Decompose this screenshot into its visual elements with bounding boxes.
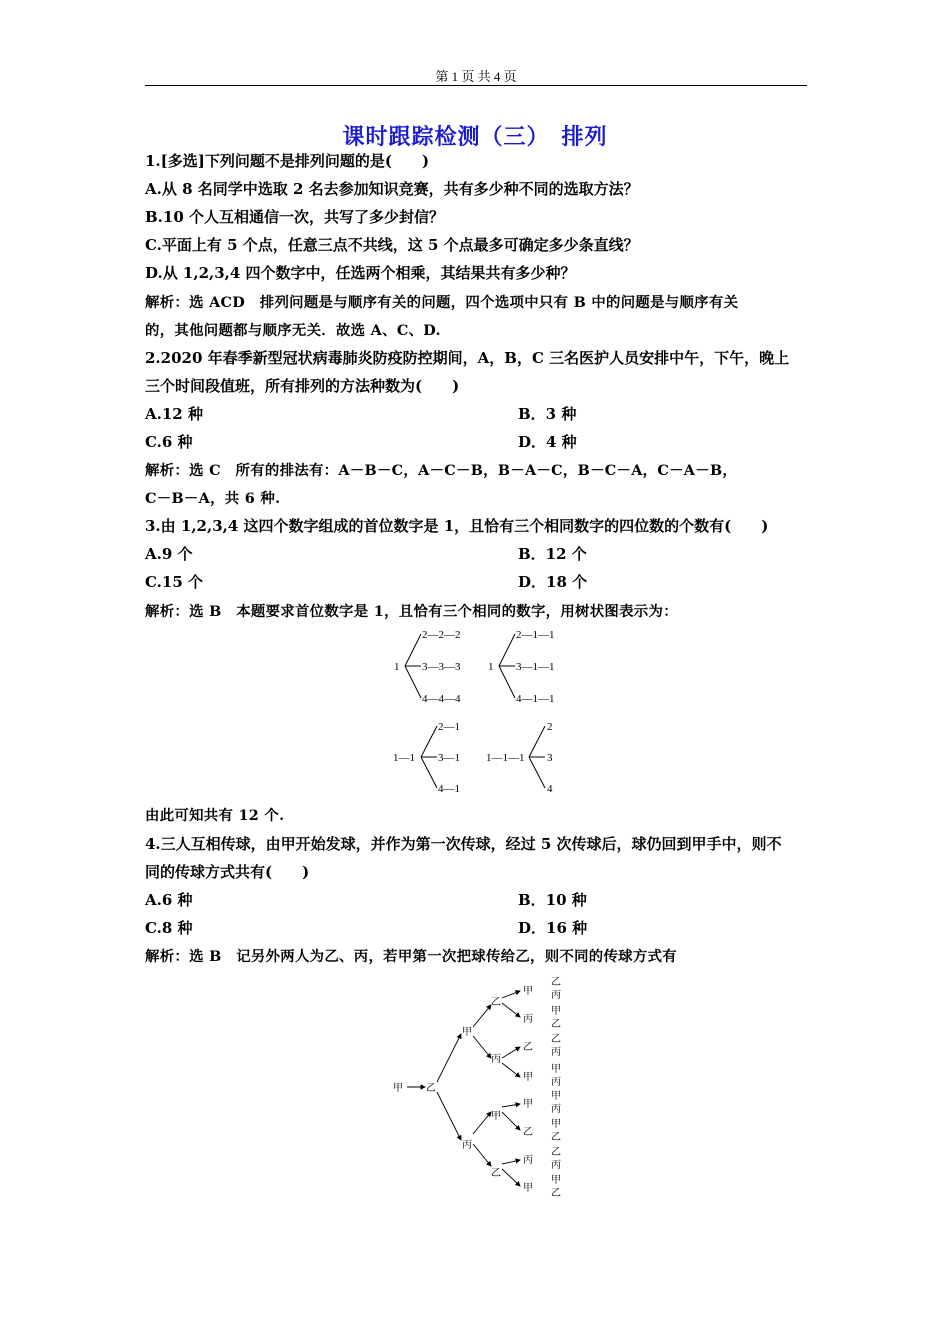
q3-tree4-branch: 3 [547, 752, 553, 764]
q4-tree-level0: 甲 [393, 1083, 403, 1094]
q4-tree-level5: 乙 [551, 1188, 561, 1199]
q4-stem-line2: 同的传球方式共有( ) [145, 863, 310, 881]
q4-tree-level5: 丙 [551, 990, 561, 1001]
page-title: 课时跟踪检测（三） 排列 [342, 125, 608, 150]
q3-tree1-branch: 3—3—3 [422, 661, 461, 673]
q4-tree-level5: 乙 [551, 1147, 561, 1158]
q2-stem-line1: 2.2020 年春季新型冠状病毒肺炎防疫防控期间，A，B，C 三名医护人员安排中午，下午，晚上 [145, 349, 790, 367]
q2-option-b: B．3 种 [518, 405, 577, 423]
q4-tree-level3: 甲 [491, 1111, 501, 1122]
q3-tree4-branch: 4 [547, 783, 553, 795]
q4-tree-level5: 甲 [551, 1091, 561, 1102]
q4-option-b: B．10 种 [518, 891, 587, 909]
q4-option-c: C.8 种 [145, 919, 193, 937]
q3-tree4-root: 1—1—1 [486, 752, 525, 764]
q3-tree2-branch: 2—1—1 [516, 629, 555, 641]
q4-tree-level3: 乙 [491, 1168, 501, 1179]
q1-option-d: D.从 1,2,3,4 四个数字中，任选两个相乘，其结果共有多少种？ [145, 264, 576, 282]
q3-tree4-branch: 2 [547, 721, 553, 733]
header-divider [145, 85, 807, 86]
q4-tree-level5: 甲 [551, 1064, 561, 1075]
q1-option-b: B.10 个人互相通信一次，共写了多少封信？ [145, 208, 444, 226]
q4-tree-level5: 丙 [551, 1160, 561, 1171]
q4-tree-level5: 甲 [551, 1119, 561, 1130]
q4-tree-level5: 甲 [551, 1006, 561, 1017]
q1-option-c: C.平面上有 5 个点，任意三点不共线，这 5 个点最多可确定多少条直线？ [145, 236, 639, 254]
q4-tree-level5: 丙 [551, 1047, 561, 1058]
q4-tree-level4: 丙 [523, 1155, 533, 1166]
q3-tree-diagram [385, 620, 575, 800]
q3-tree1-branch: 2—2—2 [422, 629, 461, 641]
q3-tree2-branch: 4—1—1 [516, 693, 555, 705]
q3-option-b: B．12 个 [518, 545, 587, 563]
q4-tree-level4: 乙 [523, 1042, 533, 1053]
q4-tree-level1: 乙 [426, 1083, 436, 1094]
q2-option-d: D．4 种 [518, 433, 577, 451]
q4-tree-level5: 乙 [551, 1132, 561, 1143]
q1-stem: 1.[多选]下列问题不是排列问题的是( ) [145, 152, 430, 170]
q4-tree-level5: 甲 [551, 1175, 561, 1186]
q4-tree-diagram [385, 972, 575, 1204]
q4-tree-level2: 丙 [462, 1140, 472, 1151]
q2-analysis-line1: 解析：选 C 所有的排法有：A－B－C，A－C－B，B－A－C，B－C－A，C－A－B， [145, 462, 738, 479]
q3-tree3-branch: 4—1 [438, 783, 460, 795]
q3-tree3-root: 1—1 [393, 752, 415, 764]
q3-tree1-root: 1 [394, 661, 400, 673]
q3-stem: 3.由 1,2,3,4 这四个数字组成的首位数字是 1，且恰有三个相同数字的四位数的个数有( ) [145, 517, 769, 535]
q4-tree-level5: 乙 [551, 977, 561, 988]
q1-analysis-line2: 的，其他问题都与顺序无关．故选 A、C、D. [145, 322, 441, 339]
q3-option-d: D．18 个 [518, 573, 588, 591]
q4-tree-level5: 乙 [551, 1034, 561, 1045]
q3-conclusion: 由此可知共有 12 个. [145, 807, 285, 824]
q3-tree3-branch: 3—1 [438, 752, 460, 764]
q4-tree-level4: 丙 [523, 1014, 533, 1025]
page-header: 第 1 页 共 4 页 [435, 69, 517, 84]
q2-option-c: C.6 种 [145, 433, 193, 451]
q4-tree-level3: 丙 [491, 1054, 501, 1065]
q4-option-d: D．16 种 [518, 919, 588, 937]
q2-analysis-line2: C－B－A，共 6 种. [145, 490, 281, 507]
q4-option-a: A.6 种 [145, 891, 193, 909]
q4-stem-line1: 4.三人互相传球，由甲开始发球，并作为第一次传球，经过 5 次传球后，球仍回到甲手中，则不 [145, 835, 782, 853]
q4-tree-level4: 甲 [523, 1072, 533, 1083]
q4-tree-level3: 乙 [491, 997, 501, 1008]
q4-tree-level5: 乙 [551, 1019, 561, 1030]
q2-stem-line2: 三个时间段值班，所有排列的方法种数为( ) [145, 377, 460, 395]
q3-option-a: A.9 个 [145, 545, 193, 563]
q4-tree-level2: 甲 [462, 1027, 472, 1038]
q3-tree3-branch: 2—1 [438, 721, 460, 733]
q3-tree2-branch: 3—1—1 [516, 661, 555, 673]
q2-option-a: A.12 种 [145, 405, 203, 423]
q3-analysis: 解析：选 B 本题要求首位数字是 1，且恰有三个相同的数字，用树状图表示为： [145, 603, 678, 620]
q4-analysis: 解析：选 B 记另外两人为乙、丙，若甲第一次把球传给乙，则不同的传球方式有 [145, 948, 677, 965]
q4-tree-level5: 丙 [551, 1077, 561, 1088]
q4-tree-level4: 甲 [523, 986, 533, 997]
q3-tree1-branch: 4—4—4 [422, 693, 461, 705]
q4-tree-level5: 丙 [551, 1104, 561, 1115]
q4-tree-level4: 甲 [523, 1183, 533, 1194]
q1-analysis-line1: 解析：选 ACD 排列问题是与顺序有关的问题，四个选项中只有 B 中的问题是与顺序有关 [145, 294, 739, 311]
q1-option-a: A.从 8 名同学中选取 2 名去参加知识竞赛，共有多少种不同的选取方法？ [145, 180, 639, 198]
q4-tree-level4: 甲 [523, 1099, 533, 1110]
q4-tree-level4: 乙 [523, 1127, 533, 1138]
q3-option-c: C.15 个 [145, 573, 203, 591]
q3-tree2-root: 1 [488, 661, 494, 673]
